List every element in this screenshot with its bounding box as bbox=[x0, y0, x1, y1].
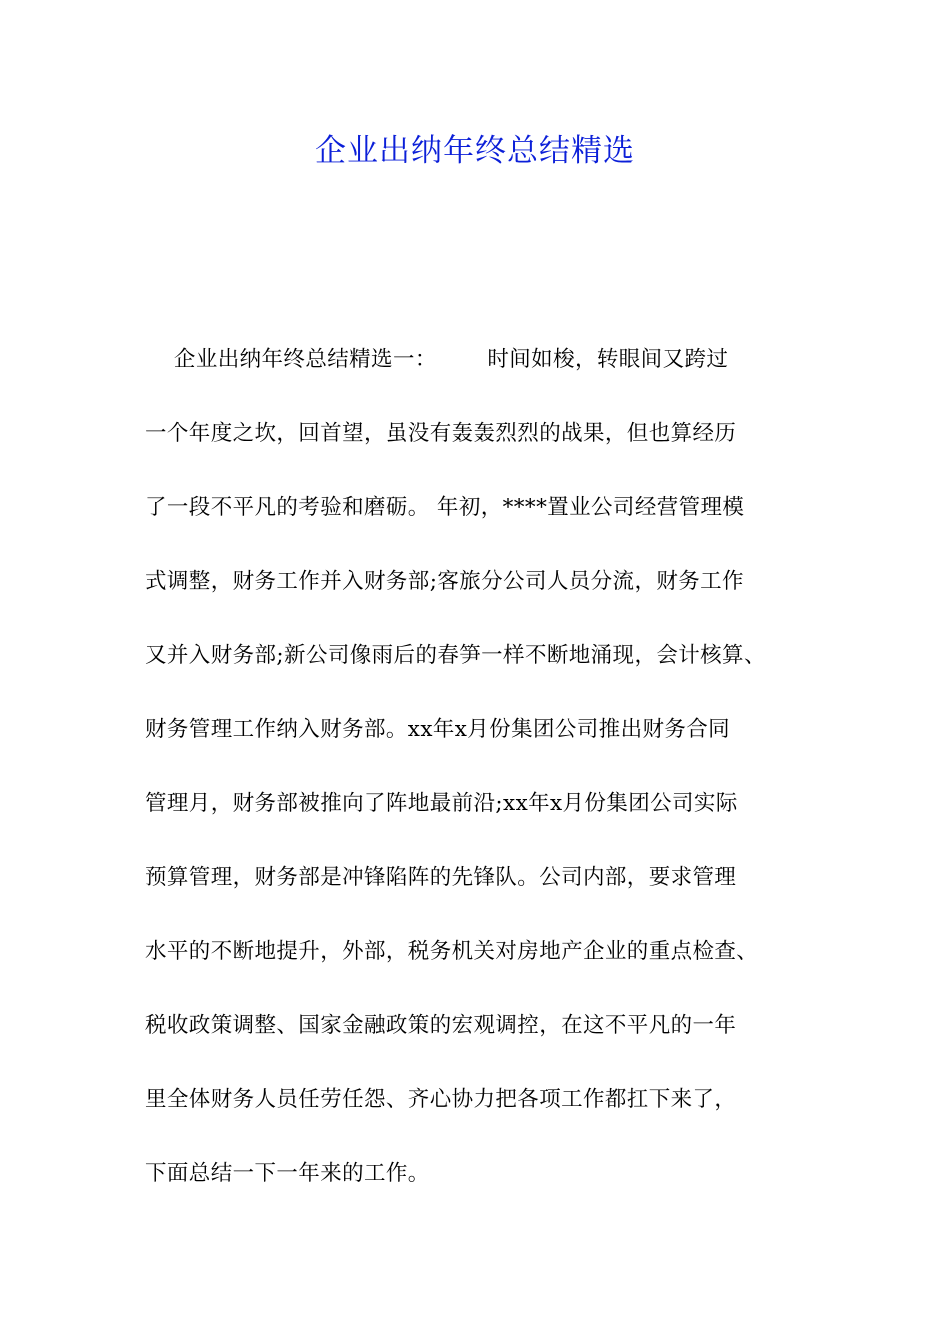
body-line-2: 一个年度之坎，回首望，虽没有轰轰烈烈的战果，但也算经历 bbox=[145, 421, 737, 446]
body-line-10: 税收政策调整、国家金融政策的宏观调控，在这不平凡的一年 bbox=[145, 1013, 737, 1038]
body-line-5: 又并入财务部;新公司像雨后的春笋一样不断地涌现，会计核算、 bbox=[145, 643, 766, 668]
body-line-4: 式调整，财务工作并入财务部;客旅分公司人员分流，财务工作 bbox=[145, 569, 744, 594]
body-line-8: 预算管理，财务部是冲锋陷阵的先锋队。公司内部，要求管理 bbox=[145, 865, 737, 890]
body-line-9: 水平的不断地提升，外部，税务机关对房地产企业的重点检查、 bbox=[145, 939, 759, 964]
body-line-3: 了一段不平凡的考验和磨砺。 年初，****置业公司经营管理模 bbox=[145, 495, 745, 520]
body-line-6: 财务管理工作纳入财务部。xx年x月份集团公司推出财务合同 bbox=[145, 717, 731, 742]
document-body bbox=[145, 344, 825, 1232]
body-line-12: 下面总结一下一年来的工作。 bbox=[145, 1161, 430, 1186]
document-title: 企业出纳年终总结精选 bbox=[315, 133, 635, 169]
body-line-1: 企业出纳年终总结精选一： 时间如梭，转眼间又跨过 bbox=[145, 347, 729, 372]
body-line-7: 管理月，财务部被推向了阵地最前沿;xx年x月份集团公司实际 bbox=[145, 791, 738, 816]
body-line-11: 里全体财务人员任劳任怨、齐心协力把各项工作都扛下来了， bbox=[145, 1087, 737, 1112]
